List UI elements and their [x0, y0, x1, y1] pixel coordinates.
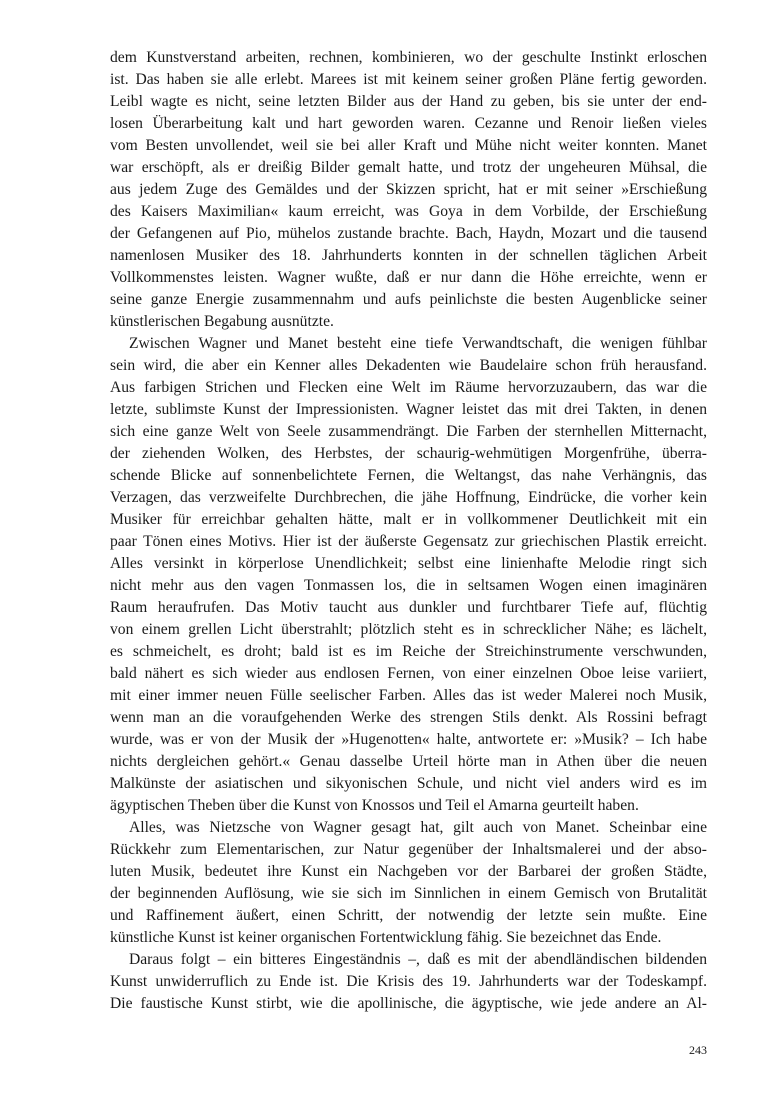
text-line: namenlosen Musiker des 18. Jahrhunderts konnten in der schnellen täglichen Arbeit	[110, 247, 707, 264]
text-line: vom Besten unvollendet, weil sie bei aller Kraft und Mühe nicht weiter konnten. Manet	[110, 137, 707, 154]
text-line: Rückkehr zum Elementarischen, zur Natur gegenüber der Inhaltsmalerei und der abso-	[110, 841, 707, 858]
text-line: der ziehenden Wolken, des Herbstes, der schaurig-wehmütigen Morgenfrühe, überra-	[110, 445, 707, 462]
text-line: sein wird, die aber ein Kenner alles Dekadenten wie Baudelaire schon früh herausfand.	[110, 357, 707, 374]
text-line: Daraus folgt – ein bitteres Eingeständnis –, daß es mit der abendländischen bildenden	[129, 951, 707, 968]
text-line: des Kaisers Maximilian« kaum erreicht, was Goya in dem Vorbilde, der Erschießung	[110, 203, 707, 220]
text-line: Zwischen Wagner und Manet besteht eine tiefe Verwandtschaft, die wenigen fühlbar	[129, 335, 707, 352]
text-line: aus jedem Zuge des Gemäldes und der Skizzen spricht, hat er mit seiner »Erschießung	[110, 181, 707, 198]
body-text	[110, 47, 707, 1015]
text-line: Die faustische Kunst stirbt, wie die apollinische, die ägyptische, wie jede andere an Al-	[110, 995, 707, 1012]
text-line: wenn man an die voraufgehenden Werke des strengen Stils denkt. Als Rossini befragt	[110, 709, 707, 726]
text-line: von einem grellen Licht überstrahlt; plötzlich steht es in schrecklicher Nähe; es lächelt,	[110, 621, 707, 638]
text-line: wurde, was er von der Musik der »Hugenotten« halte, antwortete er: »Musik? – Ich habe	[110, 731, 707, 748]
text-line: Verzagen, das verzweifelte Durchbrechen, die jähe Hoffnung, Eindrücke, die vorher kein	[110, 489, 707, 506]
text-line: Malkünste der asiatischen und sikyonischen Schule, und nicht viel anders wird es im	[110, 775, 707, 792]
text-line: nichts dergleichen gehört.« Genau dasselbe Urteil hörte man in Athen über die neuen	[110, 753, 707, 770]
text-line: Musiker für erreichbar gehalten hätte, malt er in vollkommener Deutlichkeit mit ein	[110, 511, 707, 528]
text-line: nicht mehr aus den vagen Tonmassen los, die in seltsamen Wogen einen imaginären	[110, 577, 707, 594]
text-line: künstlerischen Begabung ausnützte.	[110, 313, 334, 330]
text-line: Alles, was Nietzsche von Wagner gesagt hat, gilt auch von Manet. Scheinbar eine	[129, 819, 707, 836]
text-line: der Gefangenen auf Pio, mühelos zustande brachte. Bach, Haydn, Mozart und die tausend	[110, 225, 707, 242]
text-line: Kunst unwiderruflich zu Ende ist. Die Krisis des 19. Jahrhunderts war der Todeskampf.	[110, 973, 707, 990]
text-line: dem Kunstverstand arbeiten, rechnen, kombinieren, wo der geschulte Instinkt erloschen	[110, 49, 707, 66]
text-line: bald nähert es sich wieder aus endlosen Fernen, von einer einzelnen Oboe leise variiert,	[110, 665, 707, 682]
text-line: Aus farbigen Strichen und Flecken eine Welt im Räume hervorzuzaubern, das war die	[110, 379, 707, 396]
text-line: Alles versinkt in körperlose Unendlichkeit; selbst eine linienhafte Melodie ringt sich	[110, 555, 707, 572]
text-line: ägyptischen Theben über die Kunst von Knossos und Teil el Amarna geurteilt haben.	[110, 797, 639, 814]
text-line: losen Überarbeitung kalt und hart geworden waren. Cezanne und Renoir ließen vieles	[110, 115, 707, 132]
text-line: der beginnenden Auflösung, wie sie sich im Sinnlichen in einem Gemisch von Brutalität	[110, 885, 707, 902]
text-line: mit einer immer neuen Fülle seelischer Farben. Alles das ist weder Malerei noch Musik,	[110, 687, 707, 704]
text-line: Leibl wagte es nicht, seine letzten Bilder aus der Hand zu geben, bis sie unter der end-	[110, 93, 707, 110]
page-number: 243	[689, 1043, 707, 1057]
text-line: paar Tönen eines Motivs. Hier ist der äußerste Gegensatz zur griechischen Plastik erreicht.	[110, 533, 707, 550]
text-line: und Raffinement äußert, einen Schritt, der notwendig der letzte sein mußte. Eine	[110, 907, 707, 924]
text-line: künstliche Kunst ist keiner organischen Fortentwicklung fähig. Sie bezeichnet das Ende.	[110, 929, 662, 946]
text-line: seine ganze Energie zusammennahm und aufs peinlichste die besten Augenblicke seiner	[110, 291, 707, 308]
text-line: es schmeichelt, es droht; bald ist es im Reiche der Streichinstrumente verschwunden,	[110, 643, 707, 660]
text-line: Raum heraufrufen. Das Motiv taucht aus dunkler und furchtbarer Tiefe auf, flüchtig	[110, 599, 707, 616]
text-line: luten Musik, bedeutet ihre Kunst ein Nachgeben vor der Barbarei der großen Städte,	[110, 863, 707, 880]
text-line: war erschöpft, als er dreißig Bilder gemalt hatte, und trotz der ungeheuren Mühsal, die	[110, 159, 707, 176]
text-line: Vollkommenstes leisten. Wagner wußte, daß er nur dann die Höhe erreichte, wenn er	[110, 269, 707, 286]
text-line: letzte, sublimste Kunst der Impressionisten. Wagner leistet das mit drei Takten, in denen	[110, 401, 707, 418]
text-line: schende Blicke auf sonnenbelichtete Fernen, die Weltangst, das nahe Verhängnis, das	[110, 467, 707, 484]
text-line: sich eine ganze Welt von Seele zusammendrängt. Die Farben der sternhellen Mitternacht,	[110, 423, 707, 440]
text-line: ist. Das haben sie alle erlebt. Marees ist mit keinem seiner großen Pläne fertig geworden.	[110, 71, 707, 88]
